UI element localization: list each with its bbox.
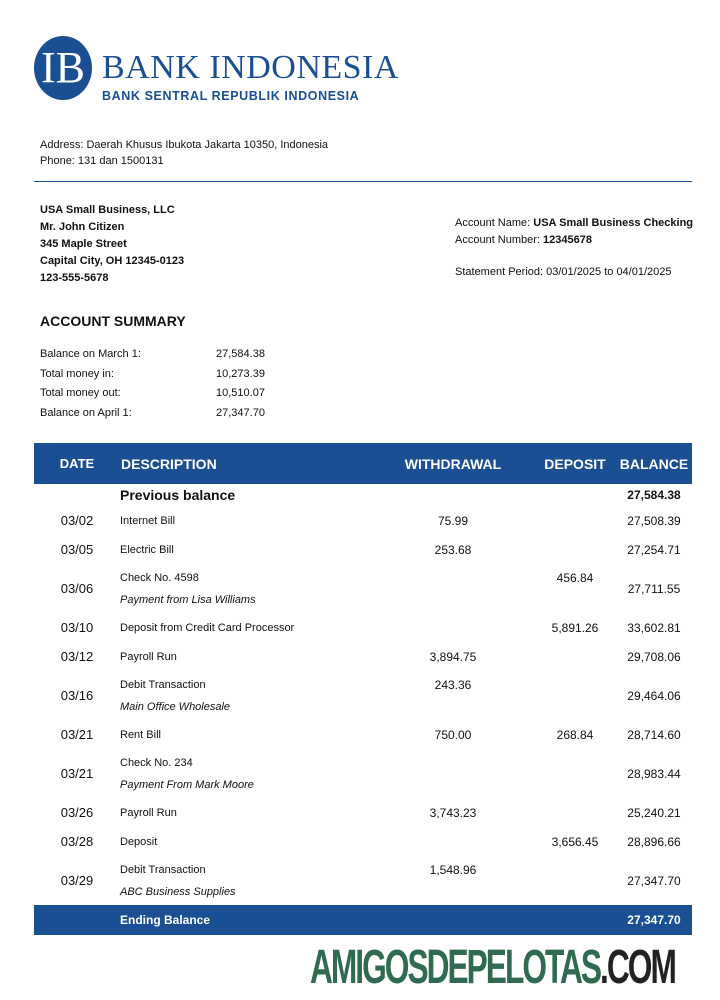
customer-line: 123-555-5678	[40, 272, 109, 284]
divider	[34, 181, 692, 182]
summary-label: Balance on April 1:	[40, 406, 132, 419]
row-date: 03/29	[60, 872, 94, 888]
row-subdescription: Main Office Wholesale	[120, 700, 231, 713]
row-deposit: 3,656.45	[551, 834, 599, 849]
previous-balance-label: Previous balance	[120, 487, 236, 503]
row-balance: 28,983.44	[627, 766, 681, 781]
row-withdrawal: 75.99	[437, 513, 469, 528]
table-row	[34, 827, 692, 856]
row-description: Deposit	[120, 835, 158, 848]
summary-label: Total money in:	[40, 367, 114, 380]
row-balance: 27,347.70	[627, 873, 681, 888]
row-deposit	[534, 535, 616, 564]
row-date: 03/02	[60, 512, 94, 528]
row-balance: 28,714.60	[627, 727, 681, 742]
row-description: Internet Bill	[120, 514, 176, 527]
statement-period: Statement Period: 03/01/2025 to 04/01/2025	[455, 266, 672, 278]
summary-row	[40, 384, 265, 404]
row-date: 03/26	[60, 804, 94, 820]
table-row	[34, 642, 692, 671]
row-withdrawal: 253.68	[434, 542, 472, 557]
row-description: Deposit from Credit Card Processor	[120, 621, 295, 634]
table-row	[34, 856, 692, 905]
bank-address: Address: Daerah Khusus Ibukota Jakarta 10350, Indonesia	[40, 139, 329, 151]
row-deposit	[534, 856, 616, 905]
table-row	[34, 564, 692, 613]
row-withdrawal	[372, 749, 534, 798]
row-deposit: 268.84	[556, 727, 594, 742]
row-withdrawal	[372, 613, 534, 642]
row-balance: 28,896.66	[627, 834, 681, 849]
ending-balance-value: 27,347.70	[627, 913, 681, 927]
row-date: 03/05	[60, 541, 94, 557]
watermark	[310, 942, 675, 994]
bank-name: BANK INDONESIA	[102, 49, 399, 86]
customer-line: Capital City, OH 12345-0123	[40, 255, 185, 267]
row-description: Payroll Run	[120, 650, 177, 663]
summary-value: 27,347.70	[216, 406, 265, 419]
row-subdescription: Payment From Mark Moore	[120, 778, 254, 791]
header-balance: BALANCE	[619, 455, 689, 472]
account-number: 12345678	[543, 234, 592, 246]
row-deposit	[534, 671, 616, 720]
summary-value: 27,584.38	[216, 348, 265, 360]
bank-phone: Phone: 131 dan 1500131	[40, 155, 164, 167]
account-number-label: Account Number:	[455, 234, 544, 246]
summary-row	[40, 365, 265, 385]
summary-value: 10,273.39	[216, 367, 265, 380]
account-info	[455, 215, 693, 249]
summary-row	[40, 345, 265, 365]
row-withdrawal: 3,894.75	[429, 649, 477, 664]
ending-balance-label: Ending Balance	[120, 913, 211, 927]
customer-line: Mr. John Citizen	[40, 221, 125, 233]
row-withdrawal	[372, 827, 534, 856]
summary-value: 10,510.07	[216, 387, 265, 399]
previous-balance-row	[34, 484, 692, 506]
row-balance: 27,711.55	[627, 581, 681, 596]
row-date: 03/28	[60, 833, 94, 849]
row-date: 03/21	[60, 765, 94, 781]
row-balance: 29,464.06	[627, 688, 681, 703]
row-withdrawal	[372, 564, 534, 613]
row-deposit: 5,891.26	[551, 620, 599, 635]
row-description: Electric Bill	[120, 543, 174, 556]
row-withdrawal: 1,548.96	[429, 863, 477, 877]
header-deposit: DEPOSIT	[544, 455, 606, 472]
summary-label: Balance on March 1:	[40, 348, 141, 360]
table-row	[34, 535, 692, 564]
row-date: 03/16	[60, 687, 94, 703]
row-balance: 27,254.71	[627, 542, 681, 557]
watermark-suffix: .COM	[600, 941, 675, 994]
row-description: Payroll Run	[120, 806, 177, 819]
bank-logo-icon: IB	[34, 36, 92, 100]
row-deposit: 456.84	[556, 571, 594, 585]
bank-contact	[40, 137, 328, 169]
transactions-table	[34, 443, 692, 935]
customer-line: 345 Maple Street	[40, 238, 127, 250]
row-balance: 33,602.81	[627, 620, 681, 635]
row-deposit	[534, 798, 616, 827]
row-subdescription: ABC Business Supplies	[120, 885, 236, 898]
table-row	[34, 613, 692, 642]
row-balance: 27,508.39	[627, 513, 681, 528]
row-withdrawal: 243.36	[434, 678, 472, 692]
row-withdrawal: 750.00	[434, 727, 472, 742]
previous-balance-value: 27,584.38	[627, 488, 681, 502]
summary-label: Total money out:	[40, 387, 121, 399]
bank-subtitle: BANK SENTRAL REPUBLIK INDONESIA	[102, 89, 360, 103]
watermark-main: AMIGOSDEPELOTAS	[310, 941, 601, 994]
row-date: 03/10	[60, 619, 94, 635]
customer-block	[40, 202, 184, 287]
account-summary	[40, 345, 265, 423]
customer-line: USA Small Business, LLC	[40, 204, 175, 216]
row-deposit	[534, 506, 616, 535]
row-deposit	[534, 749, 616, 798]
row-description: Rent Bill	[120, 728, 161, 741]
row-balance: 25,240.21	[627, 805, 681, 820]
header-date: DATE	[59, 456, 95, 471]
row-date: 03/12	[60, 648, 94, 664]
row-balance: 29,708.06	[627, 649, 681, 664]
row-date: 03/06	[60, 580, 94, 596]
summary-title: ACCOUNT SUMMARY	[40, 313, 186, 329]
table-row	[34, 749, 692, 798]
table-row	[34, 798, 692, 827]
table-row	[34, 671, 692, 720]
header-description: DESCRIPTION	[121, 455, 217, 472]
table-header	[34, 443, 692, 484]
row-description: Check No. 4598	[120, 571, 199, 584]
row-description: Debit Transaction	[120, 863, 206, 876]
row-description: Debit Transaction	[120, 678, 206, 691]
summary-row	[40, 404, 265, 424]
row-deposit	[534, 642, 616, 671]
row-subdescription: Payment from Lisa Williams	[120, 593, 256, 606]
table-row	[34, 506, 692, 535]
row-withdrawal: 3,743.23	[429, 805, 477, 820]
account-name-label: Account Name:	[455, 217, 534, 229]
account-name: USA Small Business Checking	[533, 217, 694, 229]
row-description: Check No. 234	[120, 756, 193, 769]
header-withdrawal: WITHDRAWAL	[404, 455, 502, 472]
row-date: 03/21	[60, 726, 94, 742]
table-row	[34, 720, 692, 749]
ending-balance-row	[34, 905, 692, 935]
